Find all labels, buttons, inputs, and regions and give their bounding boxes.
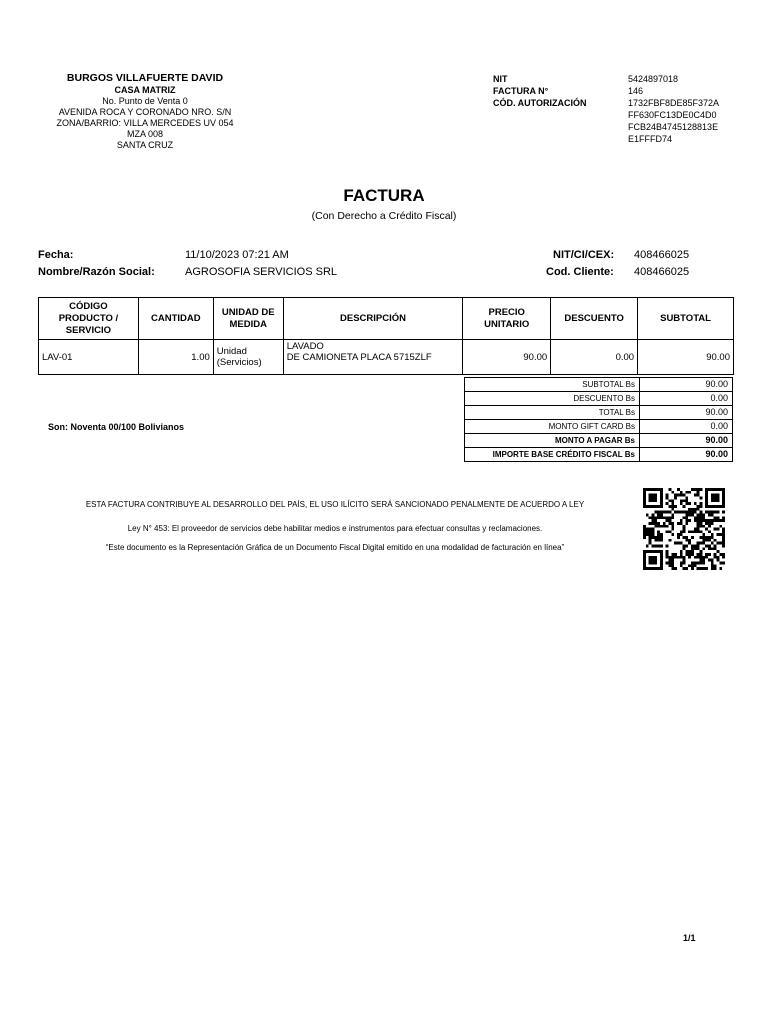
issuer-branch: CASA MATRIZ [114, 85, 176, 95]
issuer-address-line: AVENIDA ROCA Y CORONADO NRO. S/N [58, 107, 232, 117]
totals-value: 90.00 [640, 434, 733, 448]
authorization-code [628, 97, 743, 145]
col-header-code: CÓDIGO PRODUCTO / SERVICIO [39, 298, 139, 340]
col-header-subtotal: SUBTOTAL [638, 298, 734, 340]
col-header-quantity: CANTIDAD [138, 298, 213, 340]
cell-quantity: 1.00 [138, 340, 213, 375]
description-line: LAVADO [286, 341, 324, 352]
col-header-discount: DESCUENTO [551, 298, 638, 340]
description-line: DE CAMIONETA PLACA 5715ZLF [286, 352, 432, 363]
customer-id-label: NIT/CI/CEX: [553, 249, 615, 261]
totals-row [465, 448, 733, 462]
date-label: Fecha: [38, 249, 74, 261]
totals-label: SUBTOTAL Bs [465, 378, 640, 392]
totals-value: 0.00 [640, 392, 733, 406]
authorization-code-line: FCB24B4745128813E [628, 122, 719, 132]
totals-value: 90.00 [640, 406, 733, 420]
issuer-address-line: ZONA/BARRIO: VILLA MERCEDES UV 054 [56, 118, 234, 128]
cell-unit: Unidad (Servicios) [213, 340, 283, 375]
totals-label: MONTO A PAGAR Bs [465, 434, 640, 448]
issuer-city: SANTA CRUZ [116, 140, 174, 150]
totals-row [465, 378, 733, 392]
cell-code: LAV-01 [39, 340, 139, 375]
col-header-unit: UNIDAD DE MEDIDA [213, 298, 283, 340]
totals-row [465, 434, 733, 448]
col-header-unit-price: PRECIO UNITARIO [463, 298, 551, 340]
invoice-number-label: FACTURA N° [493, 86, 549, 96]
totals-label: TOTAL Bs [465, 406, 640, 420]
authorization-label: CÓD. AUTORIZACIÓN [493, 98, 587, 108]
cell-discount: 0.00 [551, 340, 638, 375]
amount-in-words: Son: Noventa 00/100 Bolivianos [48, 422, 185, 432]
authorization-code-line: 1732FBF8DE85F372A [628, 98, 720, 108]
authorization-code-line: E1FFFD74 [628, 134, 673, 144]
totals-row [465, 420, 733, 434]
table-header-row [39, 298, 734, 340]
cell-description [283, 340, 463, 375]
issuer-name: BURGOS VILLAFUERTE DAVID [66, 72, 224, 84]
table-row [39, 340, 734, 375]
col-header-description: DESCRIPCIÓN [283, 298, 463, 340]
totals-value: 0.00 [640, 420, 733, 434]
customer-id-value: 408466025 [634, 249, 690, 261]
invoice-meta [493, 73, 743, 145]
document-subtitle: (Con Derecho a Crédito Fiscal) [311, 210, 457, 222]
nit-label: NIT [493, 74, 508, 84]
customer-code-value: 408466025 [634, 266, 690, 278]
totals-row [465, 392, 733, 406]
totals-label: MONTO GIFT CARD Bs [465, 420, 640, 434]
consumer-law-notice: Ley N° 453: El proveedor de servicios debe habilitar medios e instrumentos para efectuar consultas y reclamaciones. [127, 524, 543, 533]
customer-name-value: AGROSOFIA SERVICIOS SRL [185, 266, 338, 278]
items-table [38, 297, 734, 375]
digital-document-notice: “Este documento es la Representación Gráfica de un Documento Fiscal Digital emitido en una modalidad de facturación en línea” [105, 543, 565, 552]
nit-value: 5424897018 [628, 74, 679, 84]
totals-row [465, 406, 733, 420]
qr-code-icon [641, 488, 727, 570]
customer-code-label: Cod. Cliente: [546, 266, 614, 278]
date-value: 11/10/2023 07:21 AM [185, 249, 289, 261]
issuer-point-of-sale: No. Punto de Venta 0 [102, 96, 188, 106]
cell-unit-price: 90.00 [463, 340, 551, 375]
issuer-block [40, 72, 250, 151]
totals-value: 90.00 [640, 448, 733, 462]
totals-value: 90.00 [640, 378, 733, 392]
totals-label: DESCUENTO Bs [465, 392, 640, 406]
document-title: FACTURA [343, 186, 425, 205]
invoice-number-value: 146 [628, 86, 644, 96]
legal-notice: ESTA FACTURA CONTRIBUYE AL DESARROLLO DEL PAÍS, EL USO ILÍCITO SERÁ SANCIONADO PENALMENTE DE ACUERDO A LEY [85, 500, 585, 509]
issuer-address-line: MZA 008 [126, 129, 164, 139]
customer-name-label: Nombre/Razón Social: [38, 266, 155, 278]
page-number: 1/1 [683, 933, 696, 943]
totals-table [464, 377, 733, 462]
totals-label: IMPORTE BASE CRÉDITO FISCAL Bs [465, 448, 640, 462]
cell-subtotal: 90.00 [638, 340, 734, 375]
authorization-code-line: FF630FC13DE0C4D0 [628, 110, 717, 120]
